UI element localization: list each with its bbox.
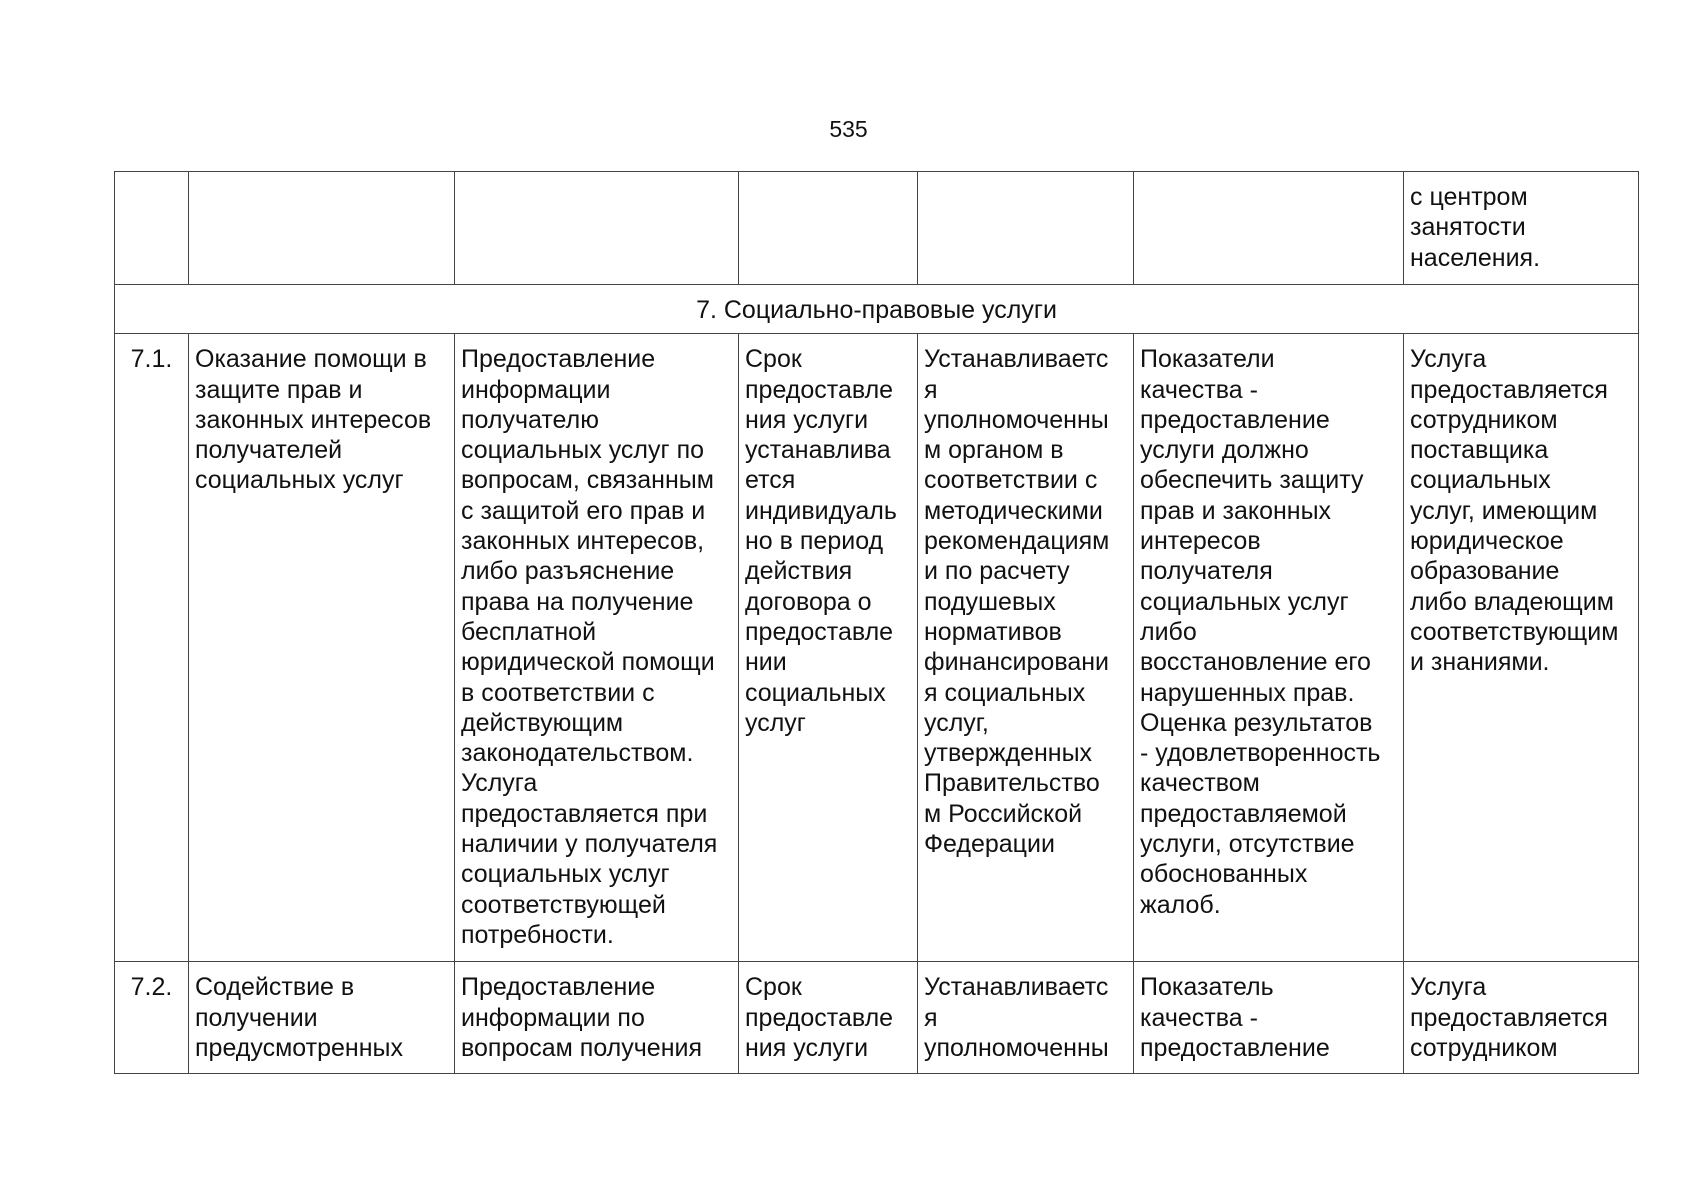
cell-empty: [1134, 172, 1404, 285]
cell-empty: [189, 172, 455, 285]
cell-service-tariff: Устанавливаетс я уполномоченны м органом в соответствии с методическими рекомендациям и по расчету подушевых нормативов финансировани я социальных услуг, утвержденных Правительство м Российской Федерации: [918, 334, 1134, 962]
cell-row-number: 7.1.: [115, 334, 189, 962]
cell-empty: [739, 172, 918, 285]
section-title: 7. Социально-правовые услуги: [115, 285, 1639, 334]
cell-empty: [918, 172, 1134, 285]
table-row-continuation: [115, 172, 1639, 285]
table-row: [115, 334, 1639, 962]
page-number: 535: [829, 116, 868, 142]
cell-service-term: Срок предоставле ния услуги: [739, 962, 918, 1074]
services-table: [114, 171, 1639, 1074]
cell-service-term: Срок предоставле ния услуги устанавлива ется индивидуаль но в период действия договора о предоставле нии социальных услуг: [739, 334, 918, 962]
cell-service-conditions: Услуга предоставляется сотрудником: [1404, 962, 1639, 1074]
cell-service-name: Оказание помощи в защите прав и законных интересов получателей социальных услуг: [189, 334, 455, 962]
cell-quality-indicators: Показатели качества - предоставление услуги должно обеспечить защиту прав и законных интересов получателя социальных услуг либо восстановление его нарушенных прав. Оценка результатов - удовлетворенность качеством предоставляемой услуги, отсутствие обоснованных жалоб.: [1134, 334, 1404, 962]
cell-service-name: Содействие в получении предусмотренных: [189, 962, 455, 1074]
cell-conditions-continuation: с центром занятости населения.: [1404, 172, 1639, 285]
cell-empty: [455, 172, 739, 285]
cell-service-description: Предоставление информации получателю социальных услуг по вопросам, связанным с защитой его прав и законных интересов, либо разъяснение права на получение бесплатной юридической помощи в соответствии с действующим законодательством. Услуга предоставляется при наличии у получателя социальных услуг соответствующей потребности.: [455, 334, 739, 962]
cell-service-description: Предоставление информации по вопросам получения: [455, 962, 739, 1074]
cell-service-tariff: Устанавливаетс я уполномоченны: [918, 962, 1134, 1074]
cell-empty: [115, 172, 189, 285]
section-header-row: [115, 285, 1639, 334]
cell-quality-indicators: Показатель качества - предоставление: [1134, 962, 1404, 1074]
cell-row-number: 7.2.: [115, 962, 189, 1074]
cell-service-conditions: Услуга предоставляется сотрудником поставщика социальных услуг, имеющим юридическое образование либо владеющим соответствующим и знаниями.: [1404, 334, 1639, 962]
table-row: [115, 962, 1639, 1074]
